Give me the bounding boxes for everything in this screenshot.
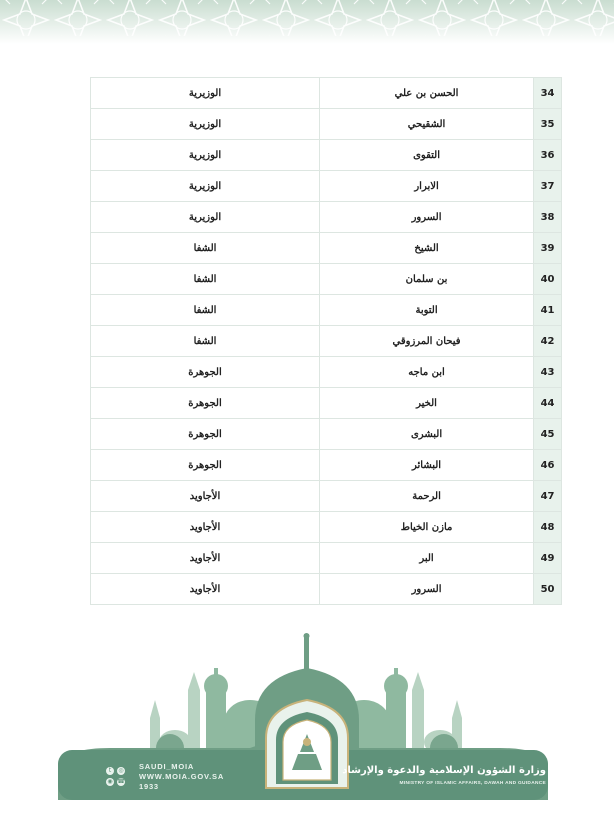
globe-icon[interactable]: ◉ <box>107 778 113 785</box>
ministry-name-english: MINISTRY OF ISLAMIC AFFAIRS, DAWAH AND GUIDANCE <box>399 781 546 786</box>
mosque-name: بن سلمان <box>320 264 534 295</box>
table-row <box>91 388 562 419</box>
row-number: 41 <box>534 295 562 326</box>
phone-number[interactable]: 1933 <box>139 782 159 791</box>
mosque-name: الشقيحي <box>320 109 534 140</box>
district-name: الأجاويد <box>91 574 320 605</box>
mosque-name: التوبة <box>320 295 534 326</box>
row-number: 37 <box>534 171 562 202</box>
row-number: 47 <box>534 481 562 512</box>
table-row <box>91 326 562 357</box>
mosque-name: الخير <box>320 388 534 419</box>
district-name: الوزيرية <box>91 78 320 109</box>
table-row <box>91 357 562 388</box>
district-name: الشفا <box>91 326 320 357</box>
row-number: 44 <box>534 388 562 419</box>
row-number: 39 <box>534 233 562 264</box>
district-name: الجوهرة <box>91 419 320 450</box>
district-name: الجوهرة <box>91 450 320 481</box>
row-number: 43 <box>534 357 562 388</box>
row-number: 40 <box>534 264 562 295</box>
table-row <box>91 295 562 326</box>
table-row <box>91 481 562 512</box>
ministry-name-arabic: وزارة الشؤون الإسلامية والدعوة والإرشاد <box>342 765 546 776</box>
twitter-icon[interactable]: t <box>106 767 114 775</box>
district-name: الوزيرية <box>91 171 320 202</box>
mosque-name: الحسن بن علي <box>320 78 534 109</box>
row-number: 48 <box>534 512 562 543</box>
district-name: الشفا <box>91 295 320 326</box>
district-name: الشفا <box>91 264 320 295</box>
row-number: 42 <box>534 326 562 357</box>
mosque-name: فيحان المرزوقي <box>320 326 534 357</box>
mosque-name: السرور <box>320 574 534 605</box>
phone-icon[interactable]: ☎ <box>117 778 125 785</box>
mosque-name: الرحمة <box>320 481 534 512</box>
mosque-name: الشيخ <box>320 233 534 264</box>
row-number: 46 <box>534 450 562 481</box>
mosque-name: ابن ماجه <box>320 357 534 388</box>
table-row <box>91 512 562 543</box>
district-name: الوزيرية <box>91 202 320 233</box>
row-number: 34 <box>534 78 562 109</box>
district-name: الأجاويد <box>91 543 320 574</box>
row-number: 45 <box>534 419 562 450</box>
district-name: الوزيرية <box>91 140 320 171</box>
decorative-header-pattern <box>0 0 614 44</box>
mosque-name: البشائر <box>320 450 534 481</box>
website-link[interactable]: WWW.MOIA.GOV.SA <box>139 772 225 781</box>
mosque-name: البشرى <box>320 419 534 450</box>
table-row <box>91 574 562 605</box>
table-row <box>91 140 562 171</box>
row-number: 36 <box>534 140 562 171</box>
district-name: الأجاويد <box>91 512 320 543</box>
table-row <box>91 171 562 202</box>
social-icons <box>106 767 136 787</box>
district-name: الأجاويد <box>91 481 320 512</box>
district-name: الجوهرة <box>91 388 320 419</box>
row-number: 38 <box>534 202 562 233</box>
table-row <box>91 264 562 295</box>
footer-banner <box>0 630 614 820</box>
row-number: 50 <box>534 574 562 605</box>
table-row <box>91 543 562 574</box>
mosque-name: البر <box>320 543 534 574</box>
mosque-silhouette-illustration <box>0 630 614 820</box>
mosque-name: السرور <box>320 202 534 233</box>
table-row <box>91 450 562 481</box>
table-row <box>91 109 562 140</box>
table-row <box>91 78 562 109</box>
row-number: 35 <box>534 109 562 140</box>
district-name: الشفا <box>91 233 320 264</box>
table-row <box>91 419 562 450</box>
mosque-name: مازن الخياط <box>320 512 534 543</box>
social-handle[interactable]: SAUDI_MOIA <box>139 762 195 771</box>
mosque-name: التقوى <box>320 140 534 171</box>
table-row <box>91 233 562 264</box>
table-row <box>91 202 562 233</box>
district-name: الوزيرية <box>91 109 320 140</box>
instagram-icon[interactable]: ◎ <box>118 767 124 774</box>
mosques-table <box>90 77 562 605</box>
district-name: الجوهرة <box>91 357 320 388</box>
row-number: 49 <box>534 543 562 574</box>
mosque-name: الابرار <box>320 171 534 202</box>
